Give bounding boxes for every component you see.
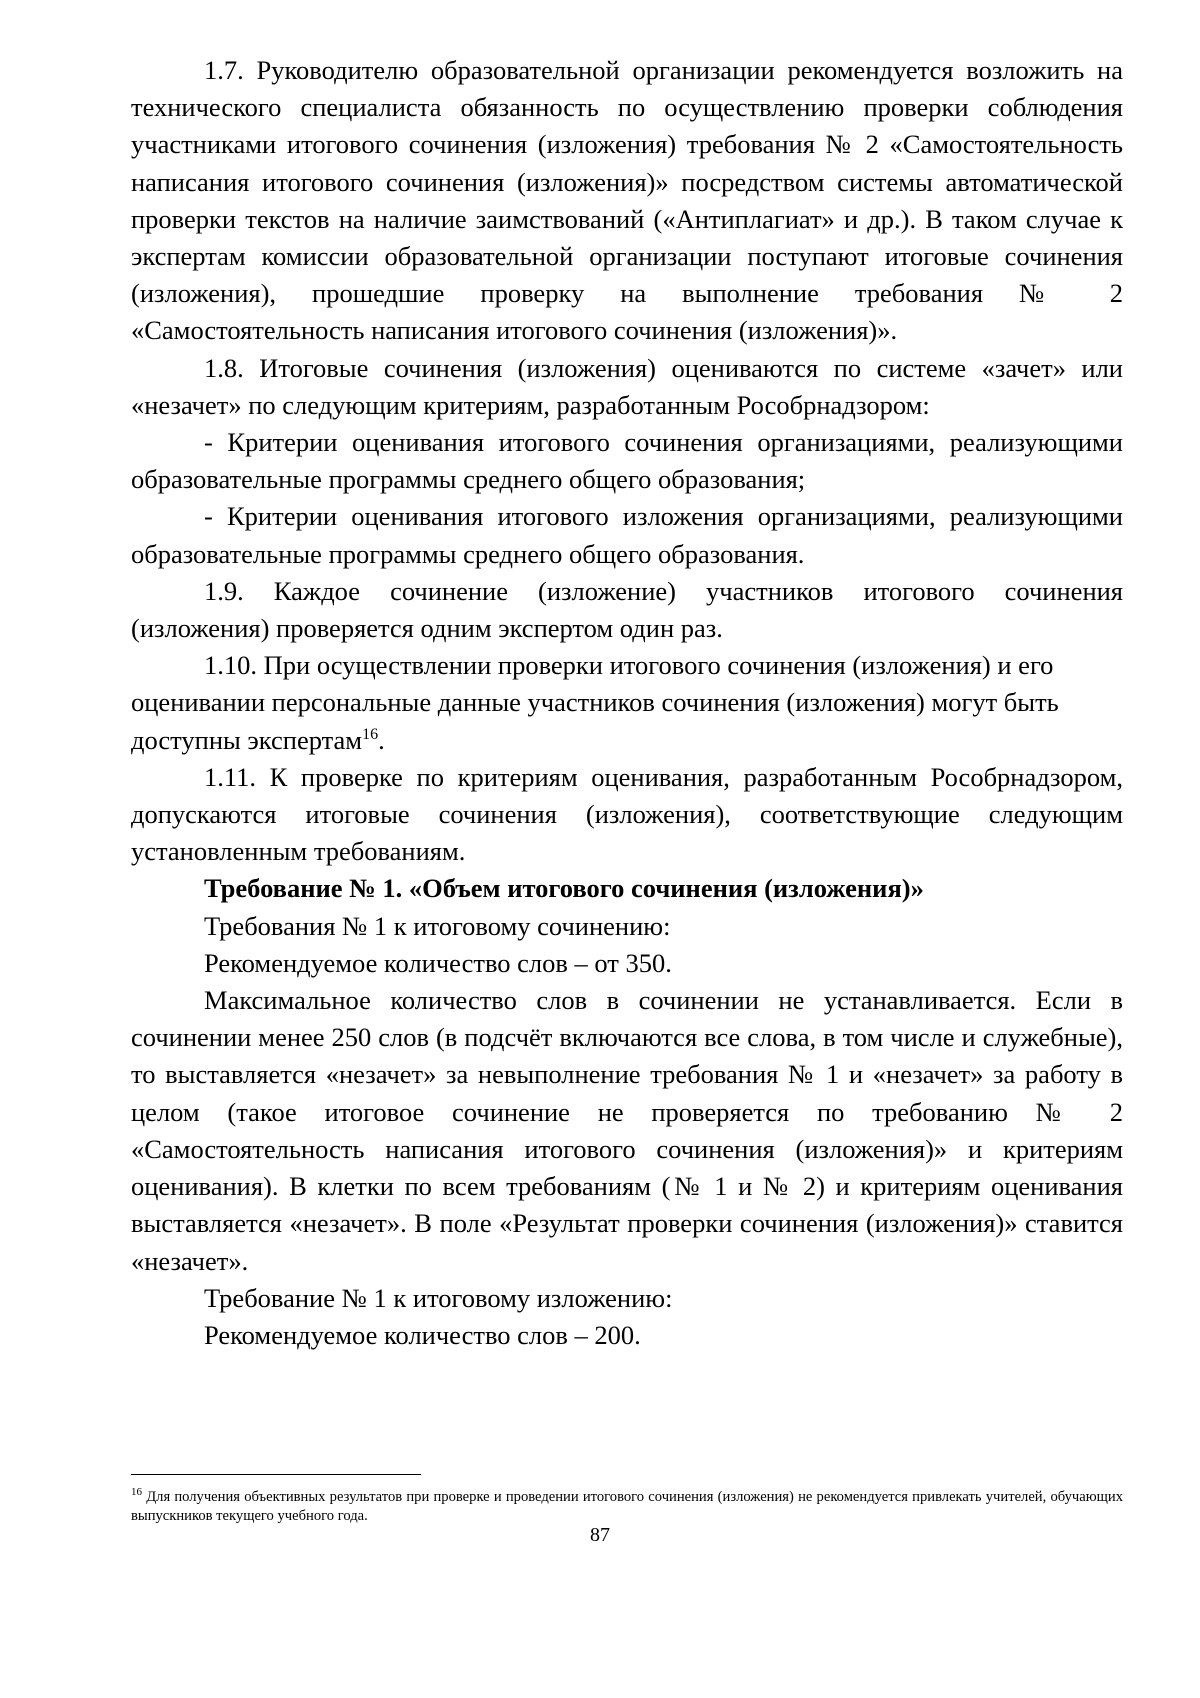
paragraph-max-word-count: Максимальное количество слов в сочинении не устанавливается. Если в сочинении менее 250 слов (в подсчёт включаются все слова, в том числе и служебные), то выставляется «незачет» за невыполнение требования № 1 и «незачет» за работу в целом (такое итоговое сочинение не проверяется по требованию № 2 «Самостоятельность написания итогового сочинения (изложения)» и критериям оценивания). В клетки по всем требованиям (№ 1 и № 2) и критериям оценивания выставляется «незачет». В поле «Результат проверки сочинения (изложения)» ставится «незачет».: [131, 985, 1123, 1276]
list-item-essay-criteria: - Критерии оценивания итогового сочинения организациями, реализующими образовательные программы среднего общего образования;: [131, 427, 1123, 495]
list-item-summary-criteria: - Критерии оценивания итогового изложения организациями, реализующими образовательные программы среднего общего образования.: [131, 501, 1123, 569]
paragraph-1-10-text: 1.10. При осуществлении проверки итогового сочинения (изложения) и его оценивании персональные данные участников сочинения (изложения) могут быть доступны экспертам: [131, 650, 1059, 755]
requirement-1-essay-intro: Требования № 1 к итоговому сочинению:: [204, 910, 671, 941]
page-number: 87: [590, 1524, 610, 1546]
footnote: [131, 1488, 1123, 1526]
footnote-text: Для получения объективных результатов при проверке и проведении итогового сочинения (изложения) не рекомендуется привлекать учителей, обучающих выпускников текущего учебного года.: [131, 1489, 1123, 1524]
essay-recommended-word-count: Рекомендуемое количество слов – от 350.: [204, 947, 672, 978]
requirement-1-heading: Требование № 1. «Объем итогового сочинения (изложения)»: [204, 873, 924, 904]
footnote-number: 16: [131, 1486, 142, 1499]
paragraph-1-9: 1.9. Каждое сочинение (изложение) участников итогового сочинения (изложения) проверяется одним экспертом один раз.: [131, 575, 1123, 644]
footnote-reference[interactable]: 16: [362, 725, 379, 743]
paragraph-1-11: 1.11. К проверке по критериям оценивания, разработанным Рособрнадзором, допускаются итоговые сочинения (изложения), соответствующие следующим установленным требованиям.: [131, 761, 1123, 867]
document-body: [131, 52, 1123, 1354]
summary-recommended-word-count: Рекомендуемое количество слов – 200.: [204, 1319, 641, 1350]
paragraph-1-7: 1.7. Руководителю образовательной организации рекомендуется возложить на технического специалиста обязанность по осуществлению проверки соблюдения участниками итогового сочинения (изложения) требования № 2 «Самостоятельность написания итогового сочинения (изложения)» посредством системы автоматической проверки текстов на наличие заимствований («Антиплагиат» и др.). В таком случае к экспертам комиссии образовательной организации поступают итоговые сочинения (изложения), прошедшие проверку на выполнение требования № 2 «Самостоятельность написания итогового сочинения (изложения)».: [131, 55, 1123, 346]
paragraph-1-8: 1.8. Итоговые сочинения (изложения) оцениваются по системе «зачет» или «незачет» по следующим критериям, разработанным Рособрнадзором:: [131, 352, 1123, 420]
footnote-separator: [131, 1474, 421, 1475]
paragraph-1-10: [131, 647, 1123, 759]
requirement-1-summary-intro: Требование № 1 к итоговому изложению:: [204, 1282, 673, 1313]
paragraph-1-10-tail: .: [378, 724, 385, 755]
